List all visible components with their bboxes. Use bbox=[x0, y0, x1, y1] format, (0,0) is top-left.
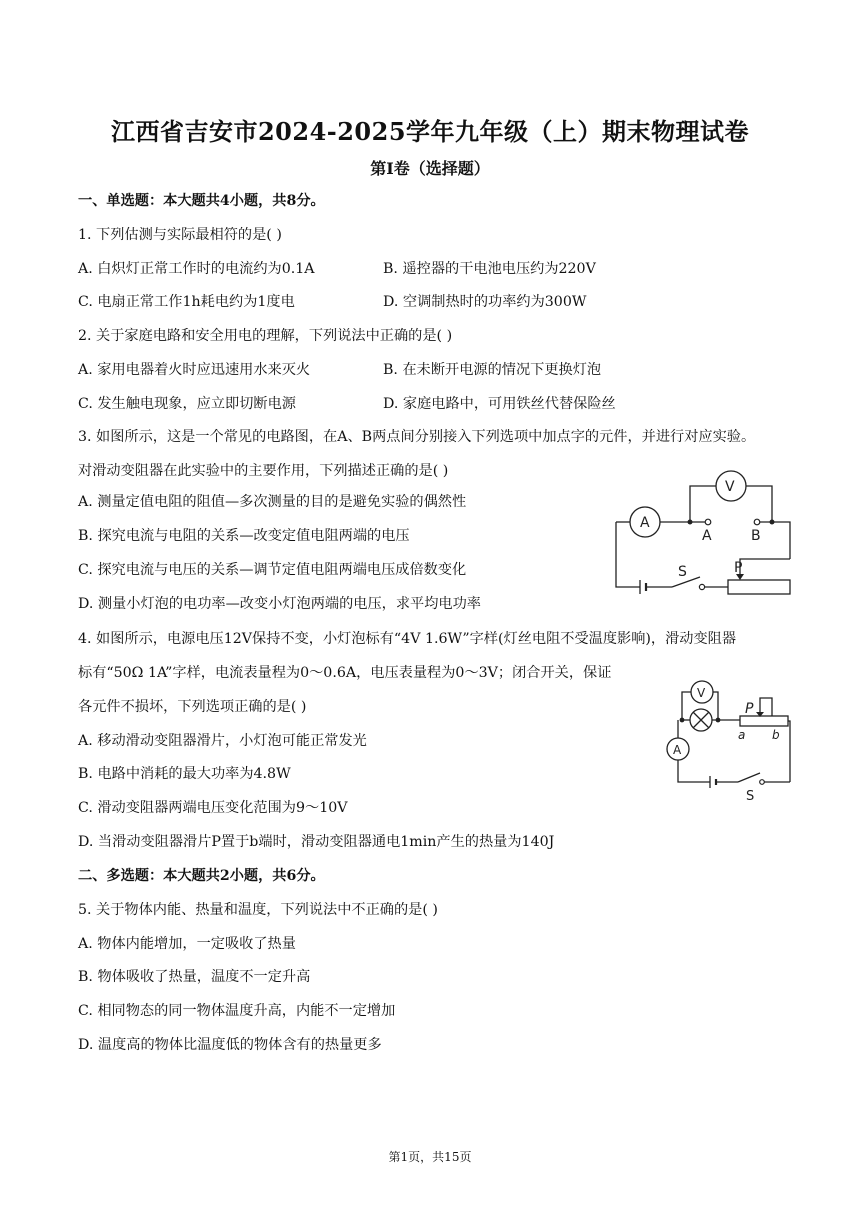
q4-voltmeter-label: V bbox=[697, 686, 706, 700]
page-subtitle: 第I卷（选择题） bbox=[370, 159, 490, 178]
q4-switch-contact bbox=[760, 780, 765, 785]
q1-option-a: A. 白炽灯正常工作时的电流约为0.1A bbox=[78, 261, 315, 277]
q4-end-b-label: b bbox=[772, 728, 780, 742]
q4-option-c: C. 滑动变阻器两端电压变化范围为9～10V bbox=[78, 800, 348, 816]
point-a-label: A bbox=[702, 528, 712, 544]
point-b-label: B bbox=[751, 528, 761, 544]
q4-end-a-label: a bbox=[738, 728, 746, 742]
q4-slider-label: P bbox=[745, 701, 754, 717]
q3-stem-line1: 3. 如图所示，这是一个常见的电路图，在A、B两点间分别接入下列选项中加点字的元件，并进行对应实验。 bbox=[78, 429, 756, 445]
q3-stem-line2: 对滑动变阻器在此实验中的主要作用，下列描述正确的是( ) bbox=[78, 463, 449, 479]
q4-circuit-diagram bbox=[660, 676, 795, 804]
switch-label: S bbox=[678, 564, 687, 580]
q3-terminal-b bbox=[754, 519, 760, 525]
q4-stem-line3: 各元件不损坏，下列选项正确的是( ) bbox=[78, 699, 307, 715]
voltmeter-label: V bbox=[725, 479, 735, 495]
q3-terminal-a bbox=[705, 519, 711, 525]
q4-option-a: A. 移动滑动变阻器滑片，小灯泡可能正常发光 bbox=[78, 733, 367, 749]
q3-option-b: B. 探究电流与电阻的关系—改变定值电阻两端的电压 bbox=[78, 528, 410, 544]
q5-option-c: C. 相同物态的同一物体温度升高，内能不一定增加 bbox=[78, 1003, 396, 1019]
q3-junction-left bbox=[688, 520, 693, 525]
q1-option-b: B. 遥控器的干电池电压约为220V bbox=[383, 261, 596, 277]
q1-option-d: D. 空调制热时的功率约为300W bbox=[383, 294, 587, 310]
section-heading-single-choice: 一、单选题：本大题共4小题，共8分。 bbox=[78, 193, 325, 209]
q5-option-a: A. 物体内能增加，一定吸收了热量 bbox=[78, 936, 296, 952]
q4-ammeter-label: A bbox=[673, 743, 682, 757]
q4-stem-line1: 4. 如图所示，电源电压12V保持不变，小灯泡标有“4V 1.6W”字样(灯丝电阻不受温度影响)，滑动变阻器 bbox=[78, 631, 737, 647]
q5-option-b: B. 物体吸收了热量，温度不一定升高 bbox=[78, 969, 311, 985]
q3-circuit-diagram bbox=[600, 464, 805, 599]
q2-option-a: A. 家用电器着火时应迅速用水来灭火 bbox=[78, 362, 311, 378]
page-footer: 第1页，共15页 bbox=[388, 1150, 472, 1164]
q1-option-c: C. 电扇正常工作1h耗电约为1度电 bbox=[78, 294, 295, 310]
q4-junction-left bbox=[680, 718, 685, 723]
section-heading-multi-choice: 二、多选题：本大题共2小题，共6分。 bbox=[78, 868, 325, 884]
q3-option-c: C. 探究电流与电压的关系—调节定值电阻两端电压成倍数变化 bbox=[78, 562, 467, 578]
page-title: 江西省吉安市2024-2025学年九年级（上）期末物理试卷 bbox=[110, 117, 750, 146]
q4-option-d: D. 当滑动变阻器滑片P置于b端时，滑动变阻器通电1min产生的热量为140J bbox=[78, 834, 555, 850]
slider-label: P bbox=[734, 560, 743, 576]
q5-stem: 5. 关于物体内能、热量和温度，下列说法中不正确的是( ) bbox=[78, 902, 438, 918]
q2-stem: 2. 关于家庭电路和安全用电的理解，下列说法中正确的是( ) bbox=[78, 328, 453, 344]
q4-option-b: B. 电路中消耗的最大功率为4.8W bbox=[78, 766, 291, 782]
q3-switch-contact bbox=[699, 584, 704, 589]
q1-stem: 1. 下列估测与实际最相符的是( ) bbox=[78, 227, 282, 243]
q2-option-b: B. 在未断开电源的情况下更换灯泡 bbox=[383, 362, 602, 378]
q3-option-d: D. 测量小灯泡的电功率—改变小灯泡两端的电压，求平均电功率 bbox=[78, 596, 481, 612]
q2-option-d: D. 家庭电路中，可用铁丝代替保险丝 bbox=[383, 396, 616, 412]
q3-junction-right bbox=[770, 520, 775, 525]
q4-junction-right bbox=[716, 718, 721, 723]
q3-option-a: A. 测量定值电阻的阻值—多次测量的目的是避免实验的偶然性 bbox=[78, 494, 467, 510]
q5-option-d: D. 温度高的物体比温度低的物体含有的热量更多 bbox=[78, 1037, 382, 1053]
ammeter-label: A bbox=[640, 515, 650, 531]
q2-option-c: C. 发生触电现象，应立即切断电源 bbox=[78, 396, 296, 412]
q4-stem-line2: 标有“50Ω 1A”字样，电流表量程为0～0.6A，电压表量程为0～3V；闭合开关，保证 bbox=[78, 665, 612, 681]
q4-switch-label: S bbox=[746, 789, 755, 804]
